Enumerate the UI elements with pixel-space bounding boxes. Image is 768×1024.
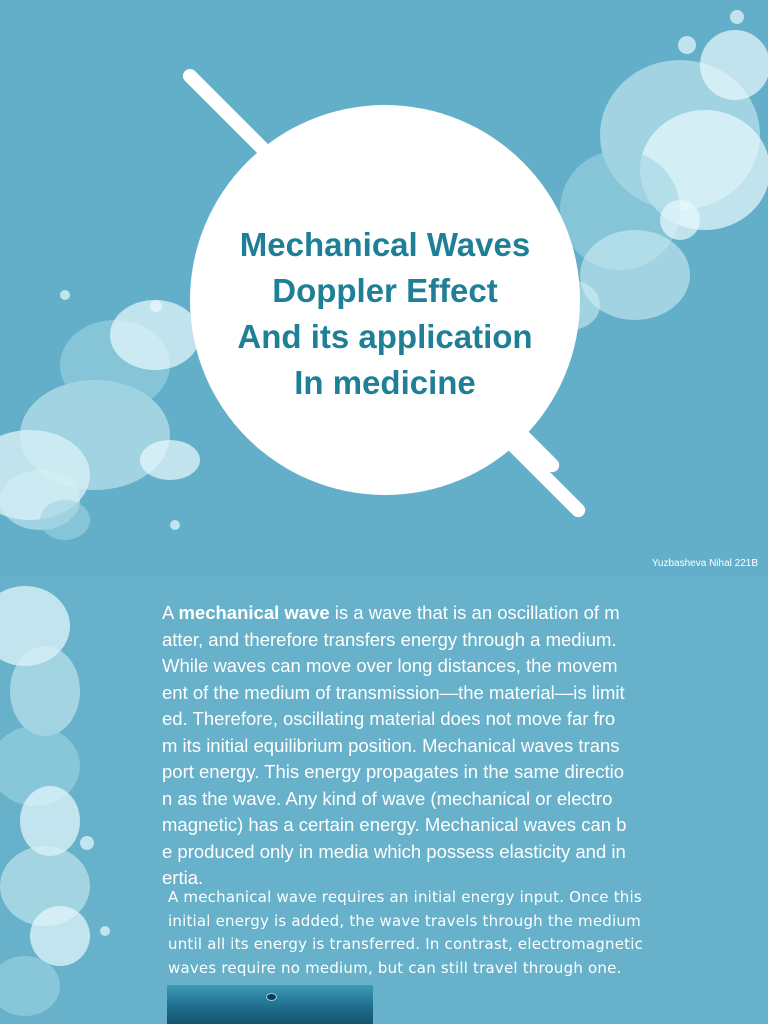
- paragraph-line: waves require no medium, but can still travel through one.: [168, 958, 622, 977]
- title-line: Doppler Effect: [272, 272, 498, 309]
- paragraph-line: A mechanical wave requires an initial energy input. Once this: [168, 888, 642, 906]
- paragraph-line: magnetic) has a certain energy. Mechanical waves can b: [162, 814, 627, 835]
- paragraph-line: ent of the medium of transmission—the material—is limit: [162, 681, 625, 703]
- paragraph-line: m its initial equilibrium position. Mechanical waves trans: [162, 734, 620, 756]
- author-label: Yuzbasheva Nihal 221B: [651, 558, 758, 569]
- paragraph-line: e produced only in media which possess elasticity and in: [162, 840, 626, 862]
- title-line: In medicine: [294, 364, 476, 401]
- wave-image-thumbnail: [167, 985, 373, 1024]
- paragraph-line: atter, and therefore transfers energy through a medium.: [162, 628, 617, 650]
- mechanical-wave-paragraph: [162, 600, 732, 892]
- paragraph-line: n as the wave. Any kind of wave (mechanical or electro: [162, 787, 613, 809]
- paragraph-line: initial energy is added, the wave travels through the medium: [168, 911, 641, 930]
- paragraph-lead: A: [162, 602, 179, 623]
- paragraph-line: until all its energy is transferred. In contrast, electromagnetic: [168, 935, 644, 953]
- paragraph-line: [162, 600, 732, 627]
- paragraph-line: While waves can move over long distances, the movem: [162, 655, 618, 676]
- water-drop-icon: [266, 993, 277, 1001]
- paragraph-line: port energy. This energy propagates in the same directio: [162, 761, 625, 782]
- paragraph-line: ed. Therefore, oscillating material does not move far fro: [162, 708, 616, 729]
- title-line: Mechanical Waves: [239, 226, 531, 263]
- energy-input-paragraph: [168, 886, 738, 980]
- paragraph-term: mechanical wave: [178, 602, 330, 623]
- paragraph-line: ertia.: [162, 867, 204, 888]
- title-line: And its application: [237, 318, 533, 355]
- slide-title: [190, 222, 580, 406]
- paragraph-text: is a wave that is an oscillation of m: [329, 602, 620, 623]
